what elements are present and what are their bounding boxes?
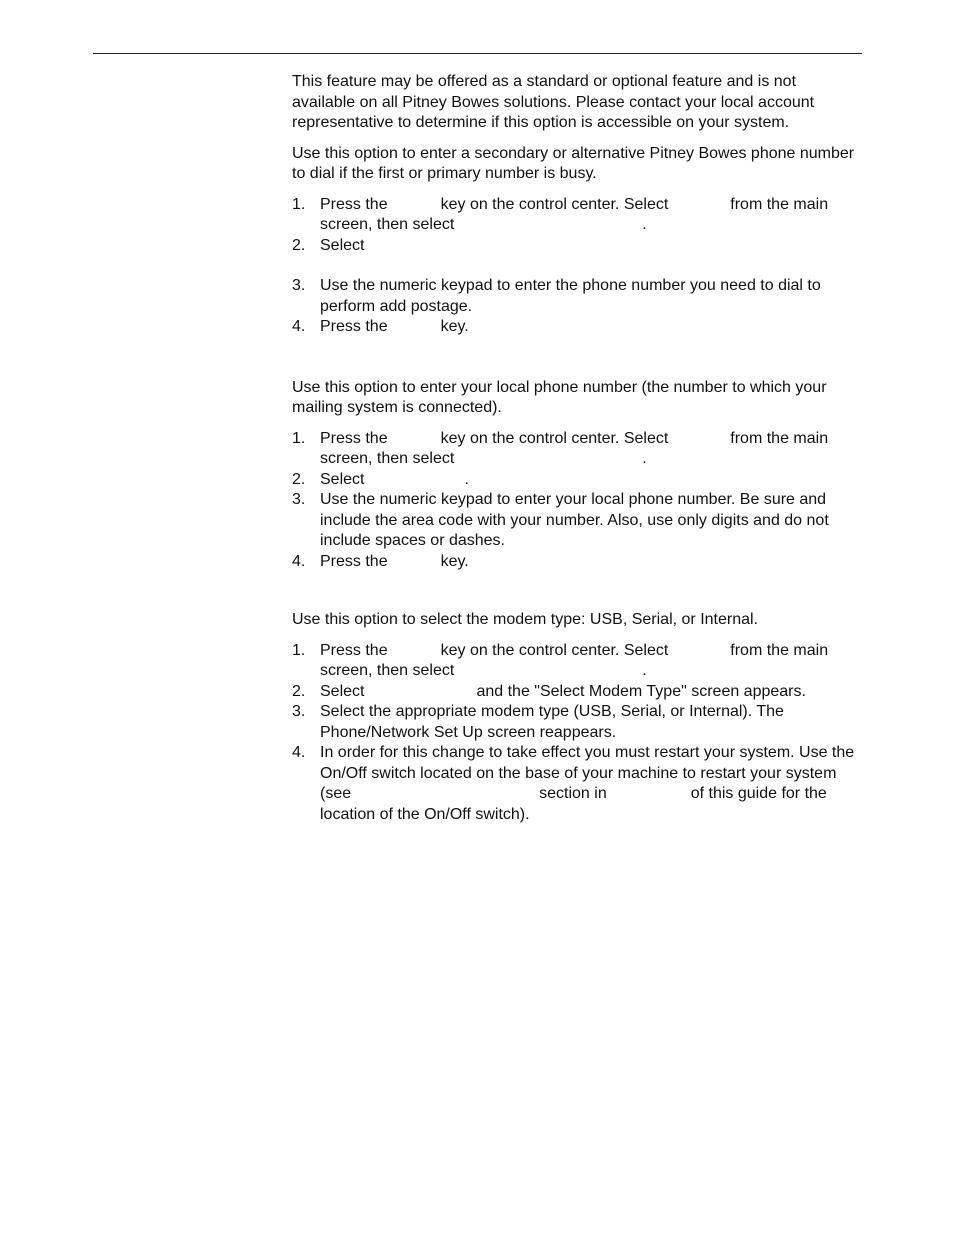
local-number-intro: Use this option to enter your local phone number (the number to which your mailing system is connected). — [292, 378, 827, 416]
header-rule — [93, 53, 862, 54]
list-item: 3. Select the appropriate modem type (USB, Serial, or Internal). The Phone/Network Set Up screen reappears. — [292, 703, 784, 741]
list-item: 2. Select — [292, 236, 365, 254]
list-item: 1. Press the key on the control center. Select from the main screen, then select . — [292, 429, 829, 467]
list-item: 1. Press the key on the control center. Select from the main screen, then select . — [292, 195, 829, 233]
modem-type-steps — [292, 641, 858, 826]
list-item: 2. Select and the "Select Modem Type" screen appears. — [292, 682, 806, 700]
local-number-steps — [292, 429, 858, 573]
secondary-number-intro: Use this option to enter a secondary or alternative Pitney Bowes phone number to dial if the first or primary number is busy. — [292, 144, 855, 182]
list-item: 3. Use the numeric keypad to enter your local phone number. Be sure and include the area code with your number. Also, use only digits and do not include spaces or dashes. — [292, 491, 829, 549]
list-item: 4. Press the key. — [292, 318, 469, 335]
secondary-number-steps — [292, 195, 858, 338]
feature-note: This feature may be offered as a standard or optional feature and is not available on all Pitney Bowes solutions. Please contact your local account representative to determine if this option is accessible on your system. — [292, 73, 815, 131]
list-item: 4. In order for this change to take effect you must restart your system. Use the On/Off switch located on the base of your machine to restart your system (see section in of this guide for the location of the On/Off switch). — [292, 744, 855, 823]
list-item: 4. Press the key. — [292, 552, 469, 570]
list-item: 3. Use the numeric keypad to enter the phone number you need to dial to perform add postage. — [292, 277, 821, 315]
list-item: 2. Select . — [292, 470, 469, 488]
list-item: 1. Press the key on the control center. Select from the main screen, then select . — [292, 641, 829, 679]
document-body — [292, 72, 858, 825]
modem-type-intro: Use this option to select the modem type: USB, Serial, or Internal. — [292, 611, 758, 628]
